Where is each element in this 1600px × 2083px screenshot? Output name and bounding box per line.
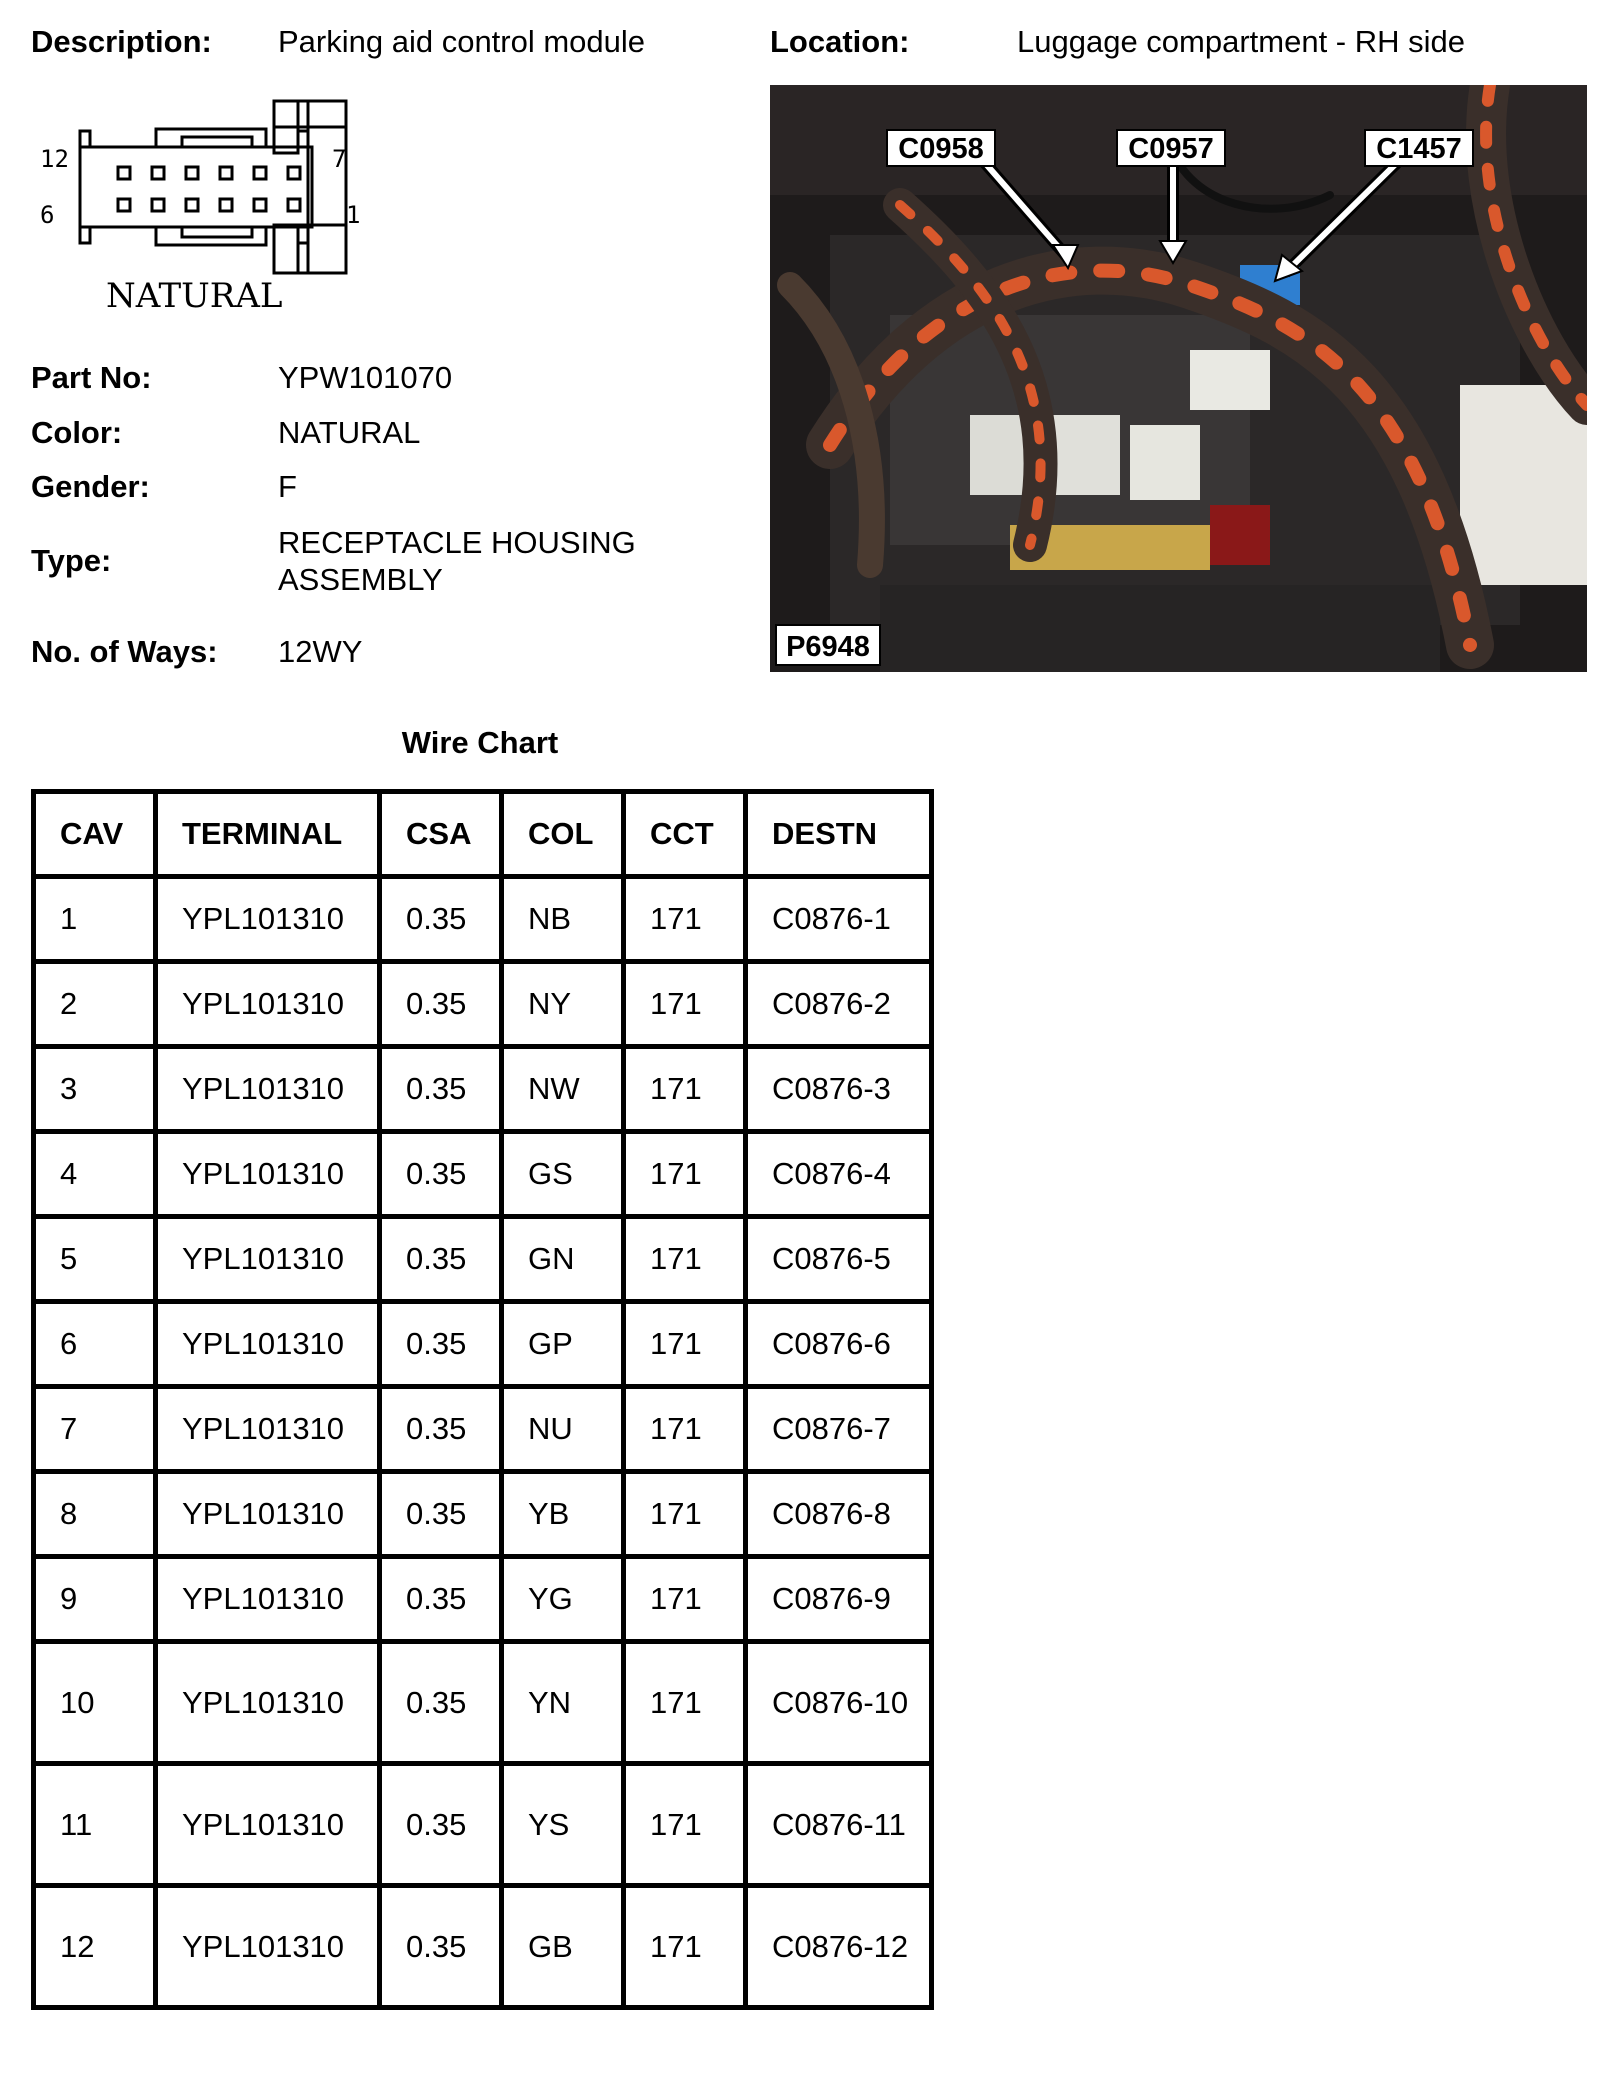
header-csa: CSA <box>380 792 502 877</box>
cell-destn: C0876-9 <box>746 1557 932 1642</box>
ways-value: 12WY <box>278 634 363 669</box>
table-row <box>34 1642 932 1764</box>
color-label: Color: <box>31 415 123 450</box>
wire-chart-title: Wire Chart <box>401 725 559 760</box>
cell-cav: 10 <box>34 1642 156 1764</box>
cell-destn: C0876-11 <box>746 1764 932 1886</box>
cell-csa: 0.35 <box>380 1132 502 1217</box>
cell-destn: C0876-2 <box>746 962 932 1047</box>
cell-col: NW <box>502 1047 624 1132</box>
table-row <box>34 1132 932 1217</box>
cell-destn: C0876-8 <box>746 1472 932 1557</box>
cell-cav: 4 <box>34 1132 156 1217</box>
ways-label: No. of Ways: <box>31 634 218 669</box>
cell-csa: 0.35 <box>380 1302 502 1387</box>
pin-label-6: 6 <box>40 201 55 229</box>
location-label: Location: <box>770 24 910 59</box>
cell-col: NY <box>502 962 624 1047</box>
cell-destn: C0876-1 <box>746 877 932 962</box>
header-terminal: TERMINAL <box>156 792 380 877</box>
cell-destn: C0876-6 <box>746 1302 932 1387</box>
cell-terminal: YPL101310 <box>156 1217 380 1302</box>
cell-cct: 171 <box>624 1764 746 1886</box>
cell-cav: 7 <box>34 1387 156 1472</box>
part-no-label: Part No: <box>31 360 152 395</box>
location-photo <box>770 85 1587 672</box>
cell-cav: 11 <box>34 1764 156 1886</box>
table-row <box>34 1302 932 1387</box>
cell-col: YG <box>502 1557 624 1642</box>
pin-label-1: 1 <box>346 201 361 229</box>
connector-color-caption: NATURAL <box>106 276 283 316</box>
cell-cct: 171 <box>624 1132 746 1217</box>
cell-cct: 171 <box>624 1302 746 1387</box>
cell-csa: 0.35 <box>380 962 502 1047</box>
callout-c0957: C0957 <box>1128 133 1214 165</box>
wire-chart-table <box>31 789 934 2010</box>
callout-c0958: C0958 <box>898 133 984 165</box>
cell-csa: 0.35 <box>380 1557 502 1642</box>
header-destn: DESTN <box>746 792 932 877</box>
cell-col: GS <box>502 1132 624 1217</box>
cell-terminal: YPL101310 <box>156 1886 380 2008</box>
cell-destn: C0876-4 <box>746 1132 932 1217</box>
cell-csa: 0.35 <box>380 1642 502 1764</box>
cell-terminal: YPL101310 <box>156 1764 380 1886</box>
type-value-line2: ASSEMBLY <box>278 562 443 597</box>
part-no-value: YPW101070 <box>278 360 453 395</box>
cell-csa: 0.35 <box>380 1047 502 1132</box>
cell-cav: 1 <box>34 877 156 962</box>
cell-destn: C0876-7 <box>746 1387 932 1472</box>
description-label: Description: <box>31 24 212 59</box>
cell-destn: C0876-12 <box>746 1886 932 2008</box>
cell-cct: 171 <box>624 1642 746 1764</box>
cell-cav: 5 <box>34 1217 156 1302</box>
pin-label-7: 7 <box>332 145 347 173</box>
cell-cav: 9 <box>34 1557 156 1642</box>
connector-body <box>80 147 312 227</box>
connector-face-diagram <box>32 95 392 320</box>
cell-col: YS <box>502 1764 624 1886</box>
table-row <box>34 1047 932 1132</box>
cell-csa: 0.35 <box>380 1472 502 1557</box>
cell-cav: 12 <box>34 1886 156 2008</box>
cell-csa: 0.35 <box>380 1217 502 1302</box>
table-row <box>34 1886 932 2008</box>
cell-csa: 0.35 <box>380 877 502 962</box>
photo-ref: P6948 <box>786 631 870 663</box>
location-value: Luggage compartment - RH side <box>1017 24 1466 59</box>
cell-terminal: YPL101310 <box>156 1047 380 1132</box>
cell-destn: C0876-5 <box>746 1217 932 1302</box>
table-row <box>34 1557 932 1642</box>
cell-col: YN <box>502 1642 624 1764</box>
type-value-line1: RECEPTACLE HOUSING <box>278 525 636 560</box>
description-value: Parking aid control module <box>278 24 646 59</box>
header-cav: CAV <box>34 792 156 877</box>
pin-label-12: 12 <box>40 145 69 173</box>
cell-cct: 171 <box>624 1217 746 1302</box>
cell-terminal: YPL101310 <box>156 1472 380 1557</box>
cell-cav: 6 <box>34 1302 156 1387</box>
cell-col: YB <box>502 1472 624 1557</box>
cell-terminal: YPL101310 <box>156 962 380 1047</box>
cell-col: NU <box>502 1387 624 1472</box>
cell-terminal: YPL101310 <box>156 1642 380 1764</box>
cell-cct: 171 <box>624 877 746 962</box>
cell-csa: 0.35 <box>380 1886 502 2008</box>
header-cct: CCT <box>624 792 746 877</box>
color-value: NATURAL <box>278 415 421 450</box>
table-row <box>34 962 932 1047</box>
cell-cav: 3 <box>34 1047 156 1132</box>
cell-csa: 0.35 <box>380 1764 502 1886</box>
cell-col: GN <box>502 1217 624 1302</box>
table-header-row <box>34 792 932 877</box>
type-value <box>278 524 636 598</box>
cell-destn: C0876-3 <box>746 1047 932 1132</box>
cell-cav: 8 <box>34 1472 156 1557</box>
cell-col: GP <box>502 1302 624 1387</box>
table-row <box>34 1472 932 1557</box>
cell-csa: 0.35 <box>380 1387 502 1472</box>
gender-label: Gender: <box>31 469 150 504</box>
cell-cct: 171 <box>624 1387 746 1472</box>
table-row <box>34 877 932 962</box>
cell-terminal: YPL101310 <box>156 1557 380 1642</box>
type-label: Type: <box>31 543 112 578</box>
cell-cct: 171 <box>624 1472 746 1557</box>
cell-terminal: YPL101310 <box>156 877 380 962</box>
cell-cct: 171 <box>624 962 746 1047</box>
table-row <box>34 1217 932 1302</box>
cell-terminal: YPL101310 <box>156 1302 380 1387</box>
cell-cct: 171 <box>624 1886 746 2008</box>
cell-cct: 171 <box>624 1557 746 1642</box>
cell-col: GB <box>502 1886 624 2008</box>
cell-destn: C0876-10 <box>746 1642 932 1764</box>
cell-cct: 171 <box>624 1047 746 1132</box>
cell-terminal: YPL101310 <box>156 1132 380 1217</box>
table-row <box>34 1387 932 1472</box>
cell-col: NB <box>502 877 624 962</box>
cell-terminal: YPL101310 <box>156 1387 380 1472</box>
cell-cav: 2 <box>34 962 156 1047</box>
header-col: COL <box>502 792 624 877</box>
callout-c1457: C1457 <box>1376 133 1462 165</box>
table-row <box>34 1764 932 1886</box>
gender-value: F <box>278 469 297 504</box>
